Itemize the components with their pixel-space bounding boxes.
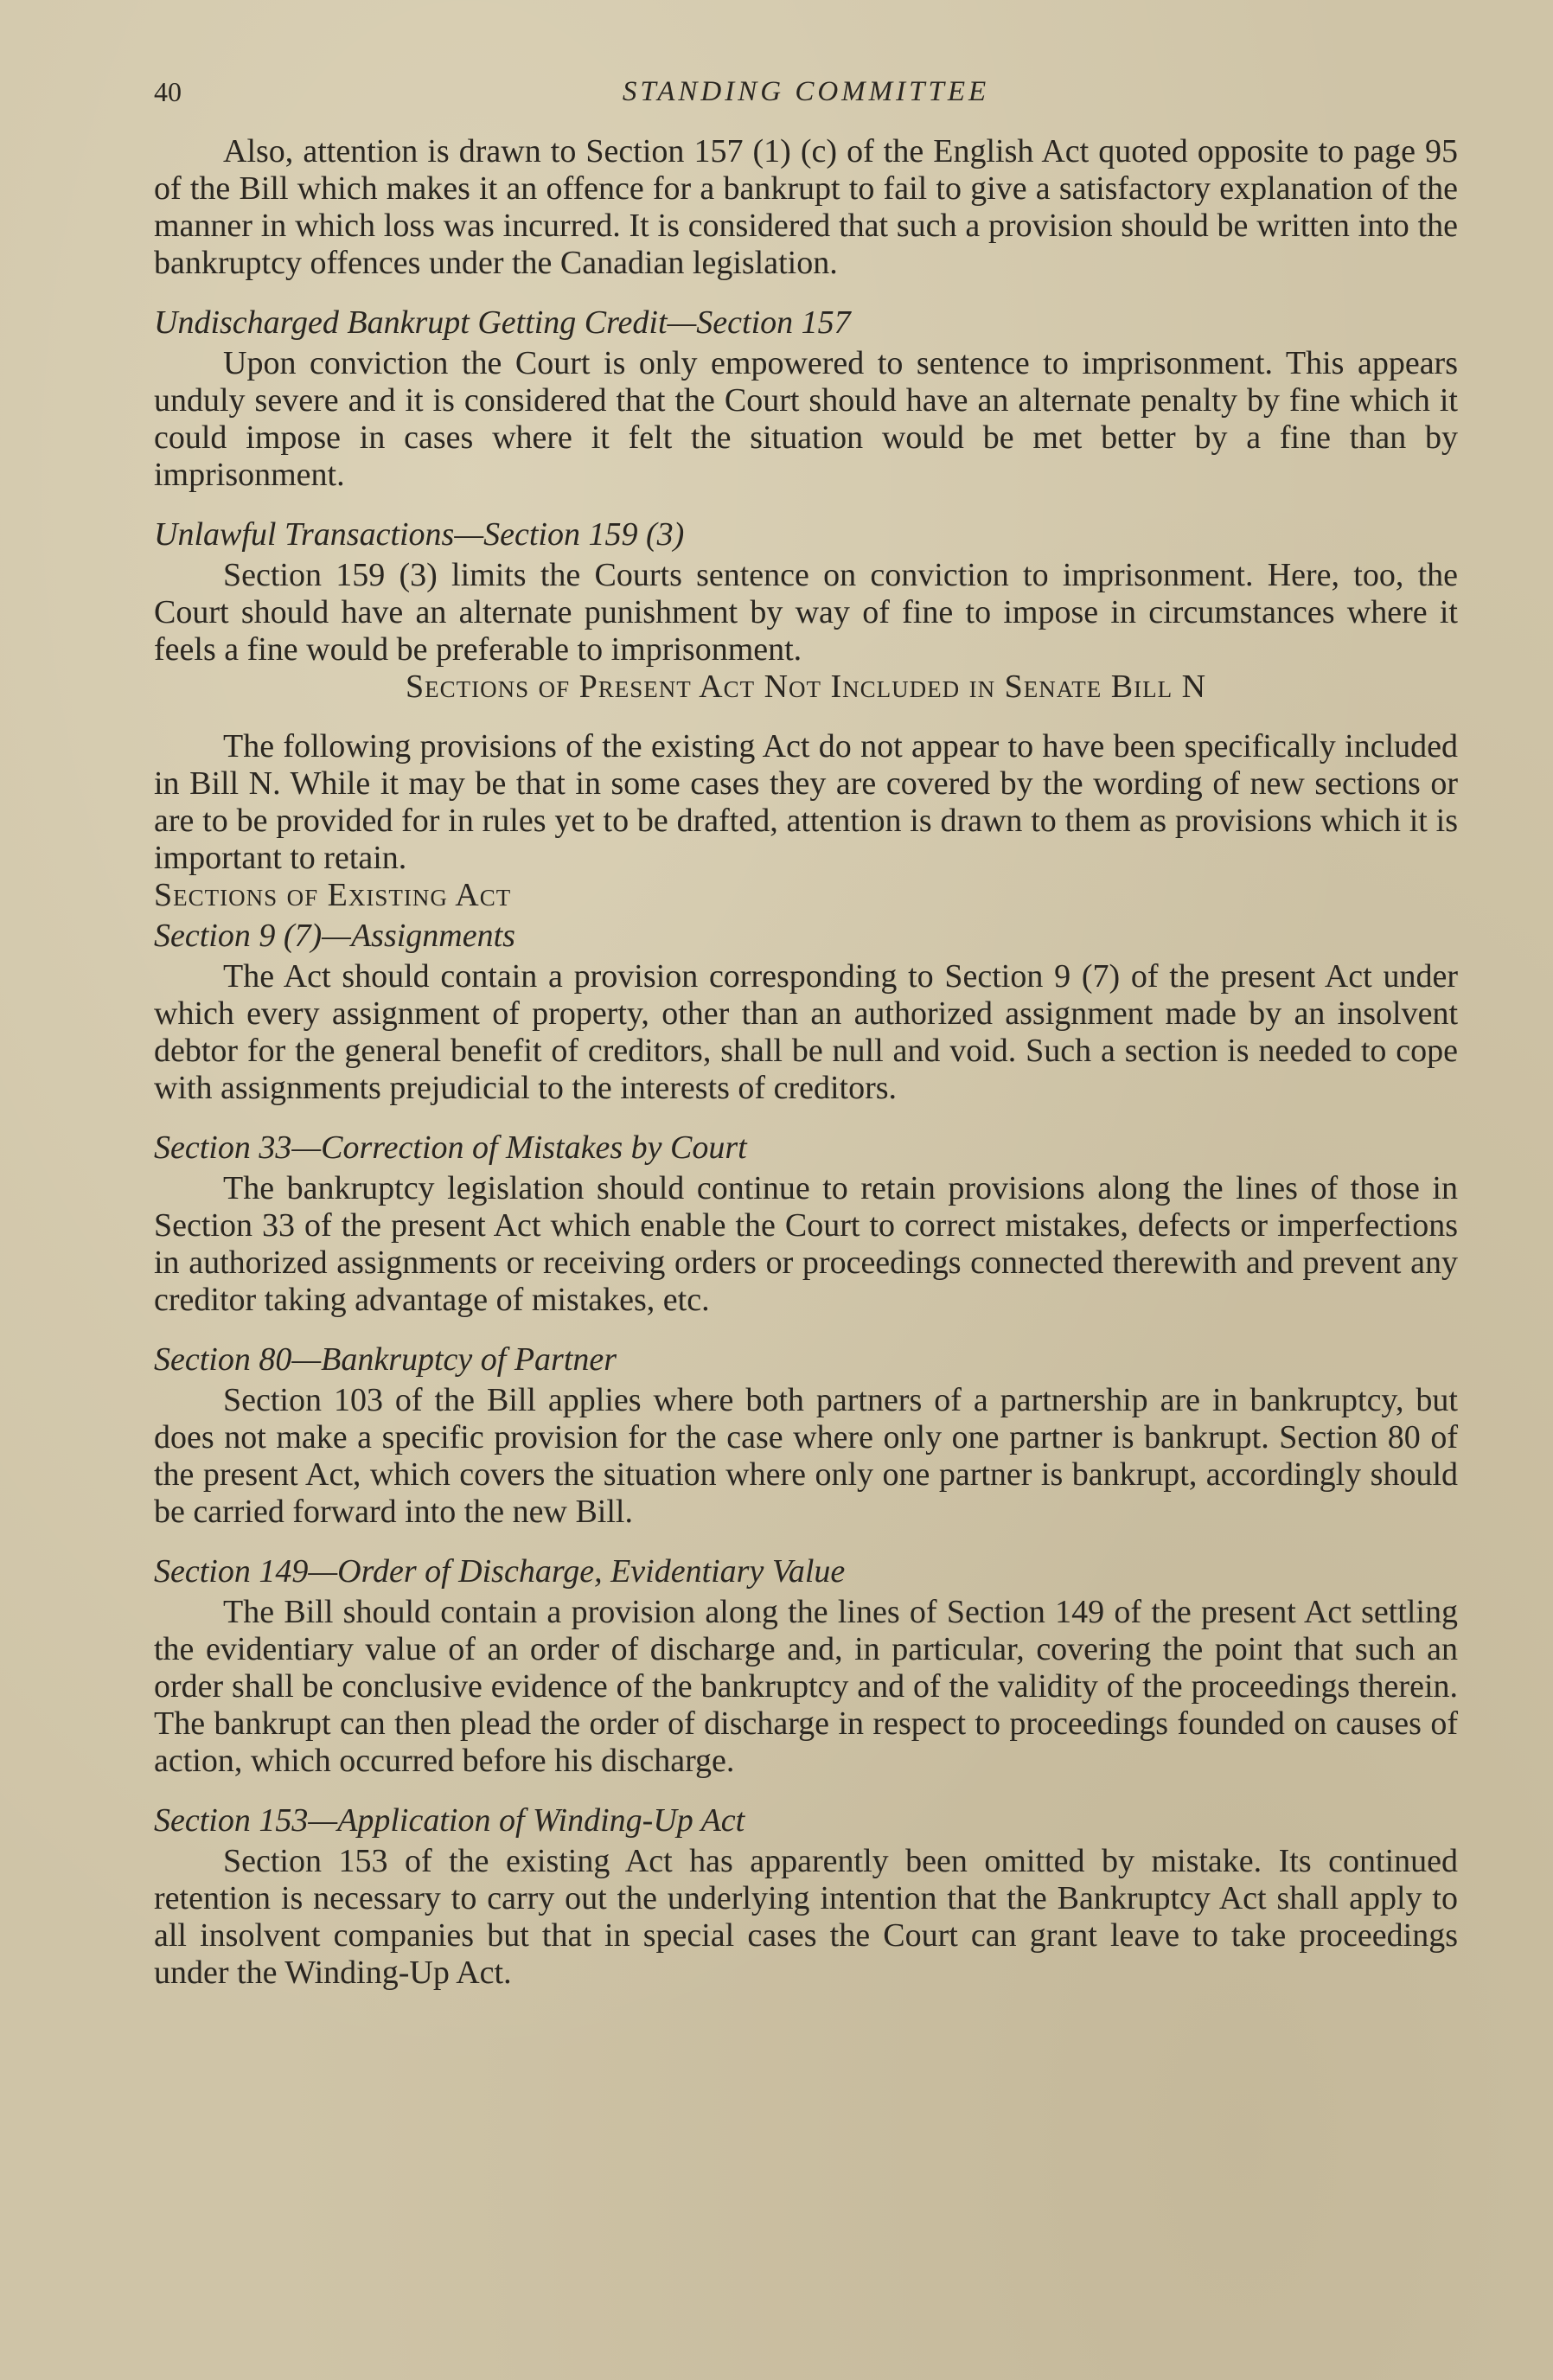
paragraph-imprisonment-penalty: Upon conviction the Court is only empowered to sentence to imprisonment. This appears unduly severe and it is considered that the Court should have an alternate penalty by fine which it could impose in cases where it felt the situation would be met better by a fine than by imprisonment. xyxy=(154,345,1458,493)
paragraph-section-33: The bankruptcy legislation should continue to retain provisions along the lines of those in Section 33 of the present Act which enable the Court to correct mistakes, defects or imperfections in authorized assignments or receiving orders or proceedings connected therewith and prevent any creditor taking advantage of mistakes, etc. xyxy=(154,1170,1458,1318)
running-title: STANDING COMMITTEE xyxy=(622,76,990,107)
page-header xyxy=(154,61,1458,121)
heading-section-9-assignments: Section 9 (7)—Assignments xyxy=(154,918,515,954)
paragraph-section-80: Section 103 of the Bill applies where both partners of a partnership are in bankruptcy, but does not make a specific provision for the case where only one partner is bankrupt. Section 80 of the present Act, which covers the situation where only one partner is bankrupt, accordingly should be carried forward into the new Bill. xyxy=(154,1382,1458,1530)
paragraph-section-157-english-act: Also, attention is drawn to Section 157 (1) (c) of the English Act quoted opposite to page 95 of the Bill which makes it an offence for a bankrupt to fail to give a satisfactory explanation of the manner in which loss was incurred. It is considered that such a provision should be written into the bankruptcy offences under the Canadian legislation. xyxy=(154,133,1458,281)
page-number: 40 xyxy=(154,76,182,107)
paragraph-section-149: The Bill should contain a provision along the lines of Section 149 of the present Act settling the evidentiary value of an order of discharge and, in particular, covering the point that such an order shall be conclusive evidence of the bankruptcy and of the validity of the proceedings therein. The bankrupt can then plead the order of discharge in respect to proceedings founded on causes of action, which occurred before his discharge. xyxy=(154,1594,1458,1779)
paragraph-following-provisions: The following provisions of the existing Act do not appear to have been specifically included in Bill N. While it may be that in some cases they are covered by the wording of new sections or are to be provided for in rules yet to be drafted, attention is drawn to them as provisions which it is important to retain. xyxy=(154,728,1458,876)
heading-undischarged-bankrupt: Undischarged Bankrupt Getting Credit—Section 157 xyxy=(154,304,851,341)
paragraph-section-159: Section 159 (3) limits the Courts sentence on conviction to imprisonment. Here, too, the Court should have an alternate punishment by way of fine to impose in circumstances where it feels a fine would be preferable to imprisonment. xyxy=(154,557,1458,668)
heading-section-80: Section 80—Bankruptcy of Partner xyxy=(154,1341,617,1378)
heading-section-33: Section 33—Correction of Mistakes by Court xyxy=(154,1129,747,1166)
paragraph-section-153: Section 153 of the existing Act has apparently been omitted by mistake. Its continued retention is necessary to carry out the underlying intention that the Bankruptcy Act shall apply to all insolvent companies but that in special cases the Court can grant leave to take proceedings under the Winding-Up Act. xyxy=(154,1843,1458,1991)
section-heading-not-included: Sections of Present Act Not Included in Senate Bill N xyxy=(405,669,1207,705)
document-page xyxy=(154,61,1458,1992)
heading-sections-existing-act: Sections of Existing Act xyxy=(154,877,512,913)
heading-section-149: Section 149—Order of Discharge, Evidentiary Value xyxy=(154,1553,846,1590)
paragraph-section-9: The Act should contain a provision corresponding to Section 9 (7) of the present Act under which every assignment of property, other than an authorized assignment made by an insolvent debtor for the general benefit of creditors, shall be null and void. Such a section is needed to cope with assignments prejudicial to the interests of creditors. xyxy=(154,958,1458,1106)
heading-section-153: Section 153—Application of Winding-Up Act xyxy=(154,1802,745,1839)
heading-unlawful-transactions: Unlawful Transactions—Section 159 (3) xyxy=(154,516,685,553)
